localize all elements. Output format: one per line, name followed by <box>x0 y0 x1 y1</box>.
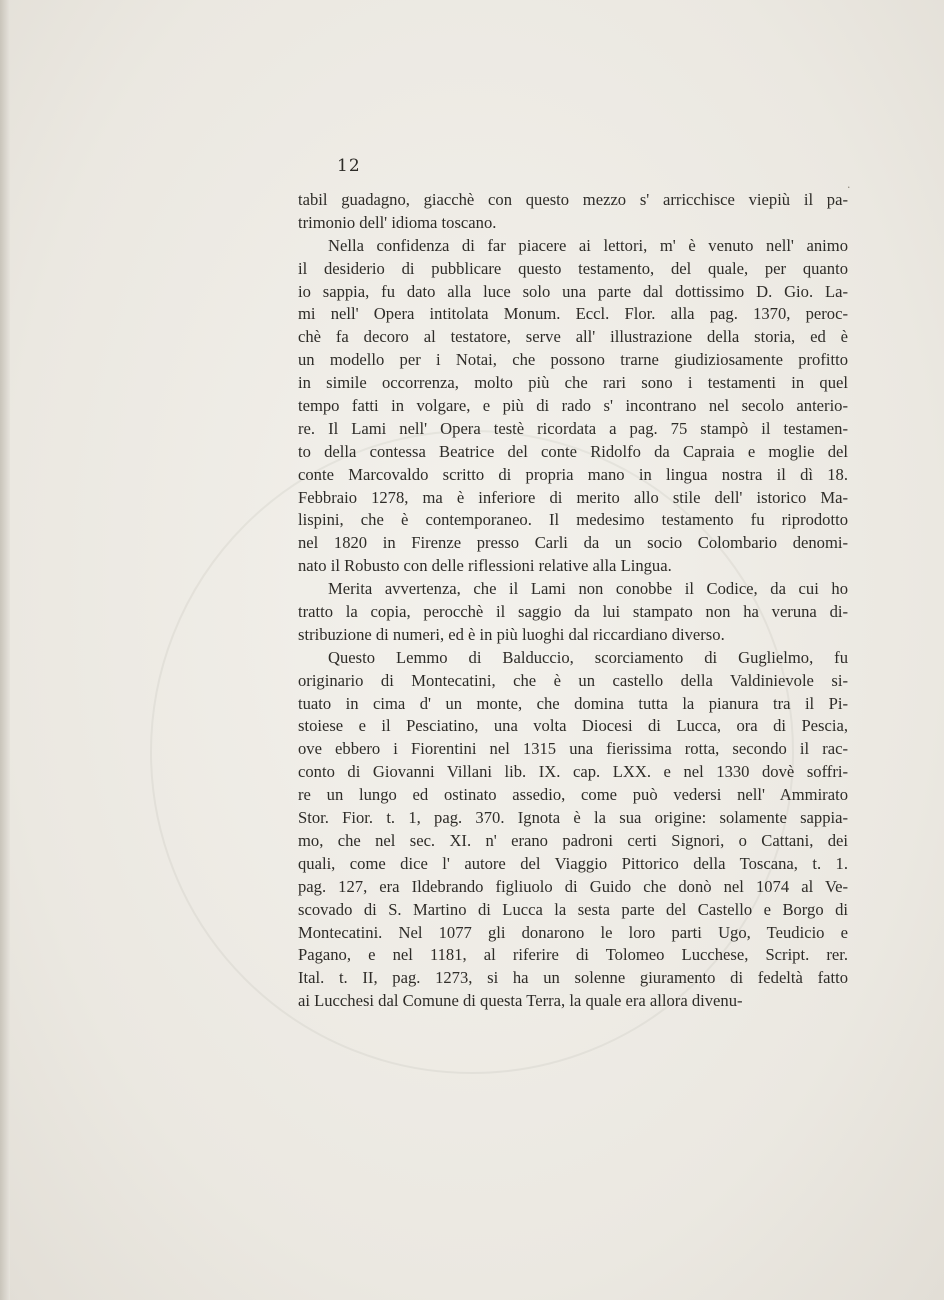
page-edge-shadow <box>0 0 10 1300</box>
text-line: Nella confidenza di far piacere ai lettori, m' è venuto nell' animo <box>328 235 848 255</box>
text-line: tratto la copia, perocchè il saggio da lui stampato non ha veruna di- <box>298 602 848 622</box>
text-line: re un lungo ed ostinato assedio, come può vedersi nell' Ammirato <box>298 785 848 805</box>
text-line: in simile occorrenza, molto più che rari sono i testamenti in quel <box>298 373 848 393</box>
text-line: scovado di S. Martino di Lucca la sesta parte del Castello e Borgo di <box>298 899 848 919</box>
text-line: quali, come dice l' autore del Viaggio Pittorico della Toscana, t. 1. <box>298 853 848 873</box>
page-number: 12 <box>337 156 361 176</box>
text-line: chè fa decoro al testatore, serve all' illustrazione della storia, ed è <box>298 327 848 347</box>
text-line: Merita avvertenza, che il Lami non conobbe il Codice, da cui ho <box>328 579 848 599</box>
text-line: conte Marcovaldo scritto di propria mano in lingua nostra il dì 18. <box>298 464 848 484</box>
text-line: trimonio dell' idioma toscano. <box>298 212 497 232</box>
paragraph-2 <box>298 235 848 578</box>
paragraph-1 <box>298 189 848 235</box>
text-line: lispini, che è contemporaneo. Il medesimo testamento fu riprodotto <box>298 510 848 530</box>
text-line: un modello per i Notai, che possono trarne giudiziosamente profitto <box>298 350 848 370</box>
text-line: Pagano, e nel 1181, al riferire di Tolomeo Lucchese, Script. rer. <box>298 945 848 965</box>
text-line: originario di Montecatini, che è un castello della Valdinievole si- <box>298 670 848 690</box>
text-line: nato il Robusto con delle riflessioni relative alla Lingua. <box>298 556 672 576</box>
text-line: Stor. Fior. t. 1, pag. 370. Ignota è la sua origine: solamente sappia- <box>298 808 848 828</box>
text-line: mo, che nel sec. XI. n' erano padroni certi Signori, o Cattani, dei <box>298 830 848 850</box>
text-line: mi nell' Opera intitolata Monum. Eccl. Flor. alla pag. 1370, peroc- <box>298 304 848 324</box>
text-line: stribuzione di numeri, ed è in più luoghi dal riccardiano diverso. <box>298 624 725 644</box>
text-line: io sappia, fu dato alla luce solo una parte dal dottissimo D. Gio. La- <box>298 281 848 301</box>
text-line: il desiderio di pubblicare questo testamento, del quale, per quanto <box>298 258 848 278</box>
text-line: stoiese e il Pesciatino, una volta Diocesi di Lucca, ora di Pescia, <box>298 716 848 736</box>
body-text <box>298 189 848 1013</box>
text-line: tuato in cima d' un monte, che domina tutta la pianura tra il Pi- <box>298 693 848 713</box>
paragraph-3 <box>298 578 848 647</box>
text-line: nel 1820 in Firenze presso Carli da un socio Colombario denomi- <box>298 533 848 553</box>
text-line: Questo Lemmo di Balduccio, scorciamento di Guglielmo, fu <box>328 647 848 667</box>
corner-mark: · <box>847 181 851 194</box>
text-line: tempo fatti in volgare, e più di rado s' incontrano nel secolo anterio- <box>298 396 848 416</box>
text-line: re. Il Lami nell' Opera testè ricordata a pag. 75 stampò il testamen- <box>298 418 848 438</box>
text-line: Montecatini. Nel 1077 gli donarono le loro parti Ugo, Teudicio e <box>298 922 848 942</box>
text-line: conto di Giovanni Villani lib. IX. cap. LXX. e nel 1330 dovè soffri- <box>298 762 848 782</box>
text-line: Ital. t. II, pag. 1273, si ha un solenne giuramento di fedeltà fatto <box>298 968 848 988</box>
text-line: Febbraio 1278, ma è inferiore di merito allo stile dell' istorico Ma- <box>298 487 848 507</box>
text-line: pag. 127, era Ildebrando figliuolo di Guido che donò nel 1074 al Ve- <box>298 876 848 896</box>
paragraph-4 <box>298 647 848 1013</box>
text-line: ove ebbero i Fiorentini nel 1315 una fierissima rotta, secondo il rac- <box>298 739 848 759</box>
text-line: ai Lucchesi dal Comune di questa Terra, la quale era allora divenu- <box>298 991 743 1011</box>
text-line: tabil guadagno, giacchè con questo mezzo s' arricchisce viepiù il pa- <box>298 190 848 209</box>
text-line: to della contessa Beatrice del conte Ridolfo da Capraia e moglie del <box>298 441 848 461</box>
